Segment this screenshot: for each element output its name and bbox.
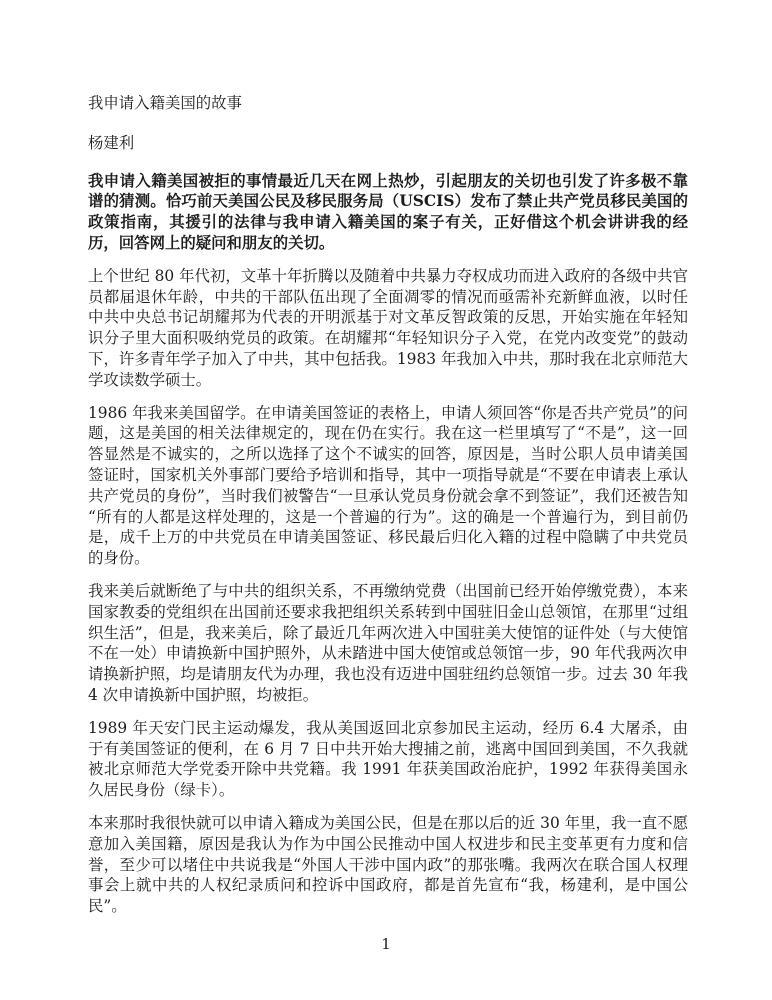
paragraph-1989-tiananmen: 1989 年天安门民主运动爆发，我从美国返回北京参加民主运动，经历 6.4 大屠杀，由于有美国签证的便利，在 6 月 7 日中共开始大搜捕之前，逃离中国回到美国，不久我就被北京师范大学党委开除中共党籍。我 1991 年获美国政治庇护，1992 年获得美国永久居民身份（绿卡）。 <box>88 718 688 800</box>
paragraph-cutting-ties: 我来美后就断绝了与中共的组织关系，不再缴纳党费（出国前已经开始停缴党费），本来国家教委的党组织在出国前还要求我把组织关系转到中国驻旧金山总领馆，在那里“过组织生活”，但是，我来美后，除了最近几年两次进入中国驻美大使馆的证件处（与大使馆不在一处）申请换新中国护照外，从未踏进中国大使馆或总领馆一步，90 年代我两次申请换新护照，均是请朋友代为办理，我也没有迈进中国驻纽约总领馆一步。过去 30 年我 4 次申请换新中国护照，均被拒。 <box>88 581 688 704</box>
author-name: 杨建利 <box>88 133 135 152</box>
document-title: 我申请入籍美国的故事 <box>88 94 242 112</box>
paragraph-1986-visa: 1986 年我来美国留学。在申请美国签证的表格上，申请人须回答“你是否共产党员”的问题，这是美国的相关法律规定的，现在仍在实行。我在这一栏里填写了“不是”，这一回答显然是不诚实的，之所以选择了这个不诚实的回答，原因是，当时公职人员申请美国签证时，国家机关外事部门要给予培训和指导，其中一项指导就是“不要在申请表上承认共产党员的身份”，当时我们被警告“一旦承认党员身份就会拿不到签证”，我们还被告知“所有的人都是这样处理的，这是一个普遍的行为”。这的确是一个普遍行为，到目前仍是，成千上万的中共党员在申请美国签证、移民最后归化入籍的过程中隐瞒了中共党员的身份。 <box>88 403 688 568</box>
paragraph-intro: 我申请入籍美国被拒的事情最近几天在网上热炒，引起朋友的关切也引发了许多极不靠谱的猜测。恰巧前天美国公民及移民服务局（USCIS）发布了禁止共产党员移民美国的政策指南，其援引的法律与我申请入籍美国的案子有关，正好借这个机会讲讲我的经历，回答网上的疑问和朋友的关切。 <box>88 171 688 252</box>
paragraph-1980s-joining-party: 上个世纪 80 年代初，文革十年折腾以及随着中共暴力夺权成功而进入政府的各级中共官员都届退休年龄，中共的干部队伍出现了全面凋零的情况而亟需补充新鲜血液，以时任中共中央总书记胡耀邦为代表的开明派基于对文革反智政策的反思，开始实施在年轻知识分子里大面积吸纳党员的政策。在胡耀邦“年轻知识分子入党，在党内改变党”的鼓动下，许多青年学子加入了中共，其中包括我。1983 年我加入中共，那时我在北京师范大学攻读数学硕士。 <box>88 266 688 389</box>
page-number: 1 <box>381 935 391 953</box>
paragraph-citizenship-reluctance: 本来那时我很快就可以申请入籍成为美国公民，但是在那以后的近 30 年里，我一直不愿意加入美国籍，原因是我认为作为中国公民推动中国人权进步和民主变革更有力度和信誉，至少可以堵住中共说我是“外国人干涉中国内政”的那张嘴。我两次在联合国人权理事会上就中共的人权纪录质问和控诉中国政府，都是首先宣布“我，杨建利，是中国公民”。 <box>88 813 688 916</box>
